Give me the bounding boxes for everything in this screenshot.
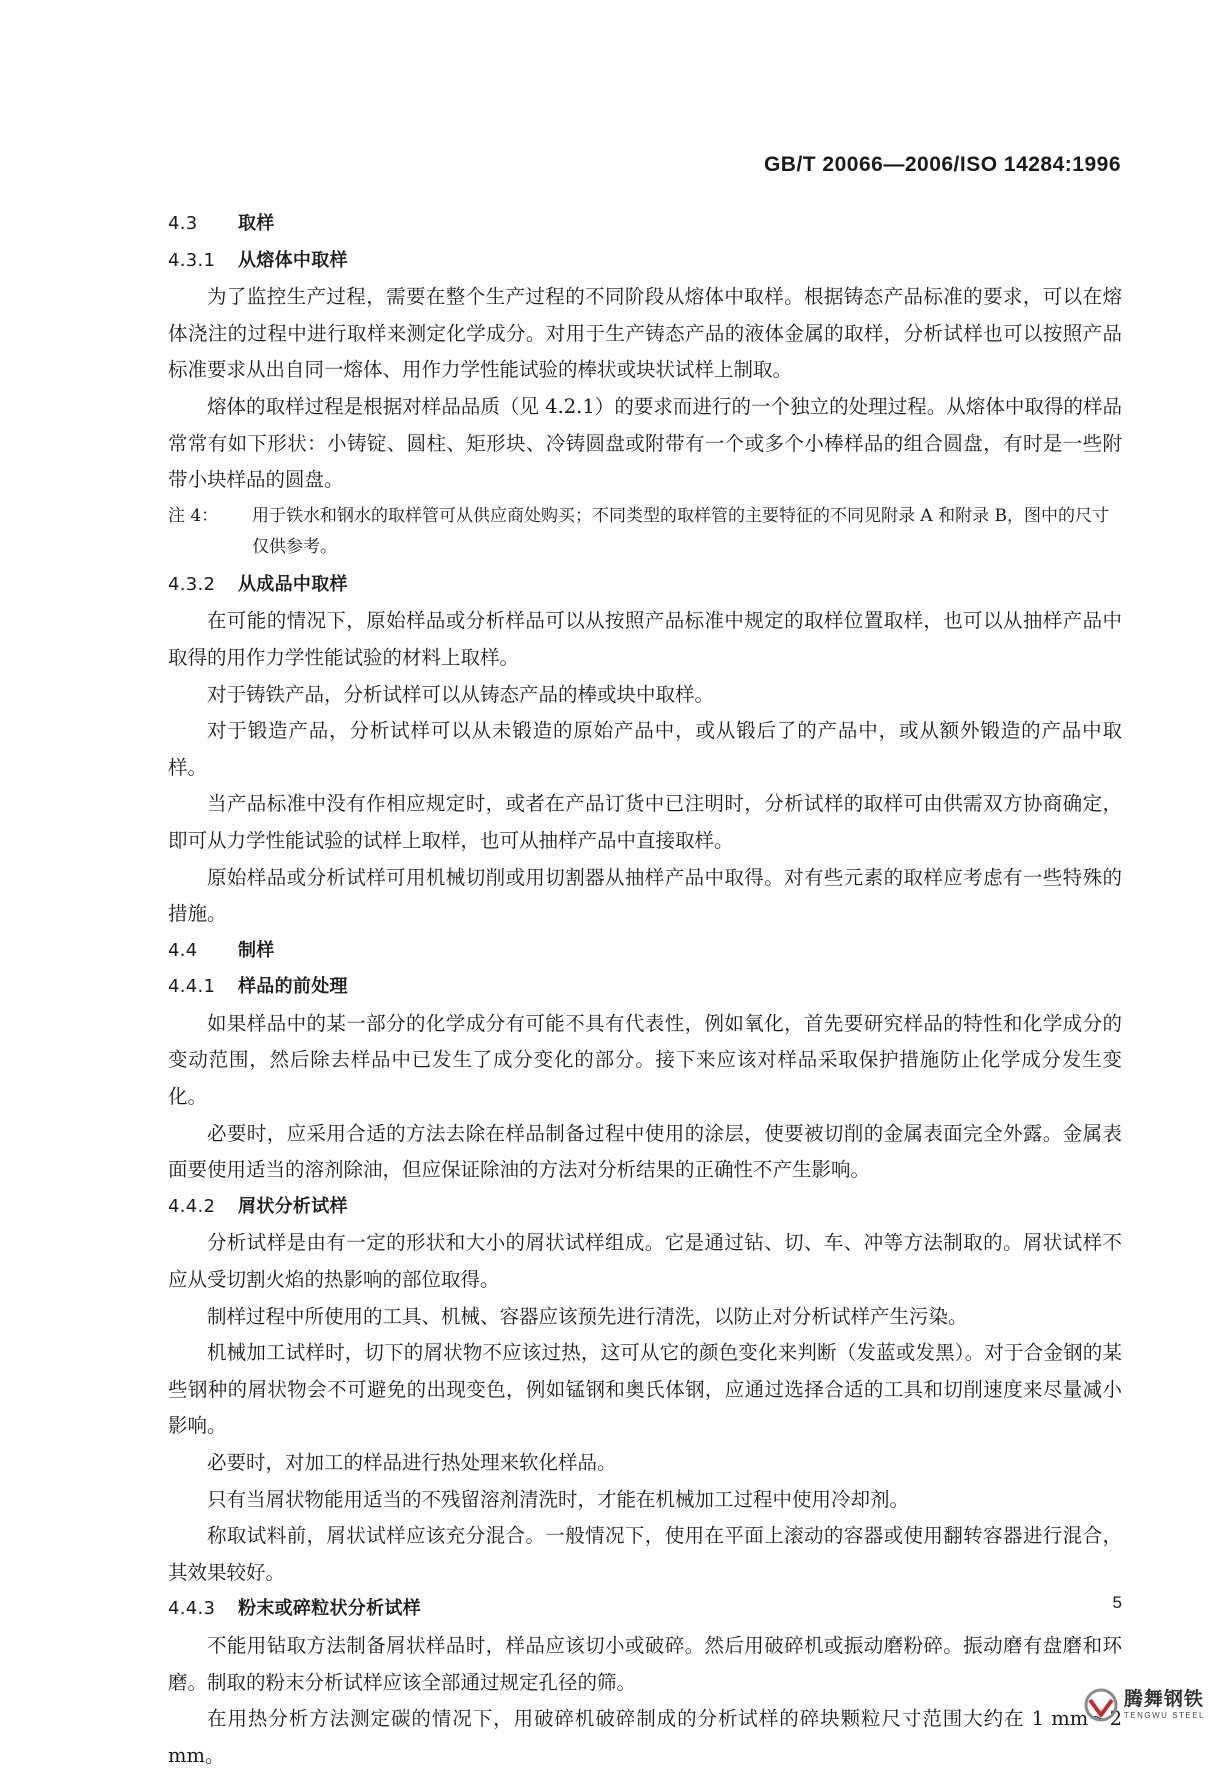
paragraph: 必要时，对加工的样品进行热处理来软化样品。 — [207, 1451, 617, 1474]
watermark — [1084, 1688, 1205, 1722]
section-title: 制样 — [238, 939, 275, 961]
section-heading — [168, 969, 1122, 1006]
note — [168, 501, 1122, 563]
section-title: 从成品中取样 — [238, 573, 348, 595]
section-heading — [168, 1189, 1122, 1226]
paragraph: 对于锻造产品，分析试样可以从未锻造的原始产品中，或从锻后了的产品中，或从额外锻造的产品中取样。 — [168, 719, 1122, 779]
section-number: 4.3.2 — [168, 573, 216, 595]
section-title: 屑状分析试样 — [238, 1195, 348, 1217]
tengwu-logo-icon — [1084, 1688, 1118, 1722]
section-number: 4.4.2 — [168, 1195, 216, 1217]
paragraph: 在可能的情况下，原始样品或分析样品可以从按照产品标准中规定的取样位置取样，也可以从抽样产品中取得的用作力学性能试验的材料上取样。 — [168, 609, 1122, 669]
section-heading — [168, 933, 1122, 970]
section-number: 4.4.3 — [168, 1598, 216, 1620]
section-title: 取样 — [238, 213, 275, 234]
section-heading — [168, 206, 1122, 243]
paragraph: 如果样品中的某一部分的化学成分有可能不具有代表性，例如氧化，首先要研究样品的特性和化学成分的变动范围，然后除去样品中已发生了成分变化的部分。接下来应该对样品采取保护措施防止化学成分发生变化。 — [168, 1011, 1122, 1109]
paragraph: 原始样品或分析试样可用机械切削或用切割器从抽样产品中取得。对有些元素的取样应考虑有一些特殊的措施。 — [168, 865, 1122, 926]
paragraph: 不能用钻取方法制备屑状样品时，样品应该切小或破碎。然后用破碎机或振动磨粉碎。振动磨有盘磨和环磨。制取的粉末分析试样应该全部通过规定孔径的筛。 — [168, 1633, 1122, 1694]
paragraph: 机械加工试样时，切下的屑状物不应该过热，这可从它的颜色变化来判断（发蓝或发黑）。对于合金钢的某些钢种的屑状物会不可避免的出现变色，例如锰钢和奥氏体钢，应通过选择合适的工具和切削速度来尽量减小影响。 — [168, 1341, 1122, 1438]
standard-code-header: GB/T 20066—2006/ISO 14284:1996 — [763, 153, 1121, 176]
paragraph: 必要时，应采用合适的方法去除在样品制备过程中使用的涂层，使要被切削的金属表面完全外露。金属表面要使用适当的溶剂除油，但应保证除油的方法对分析结果的正确性不产生影响。 — [168, 1121, 1122, 1182]
paragraph: 称取试料前，屑状试样应该充分混合。一般情况下，使用在平面上滚动的容器或使用翻转容器进行混合，其效果较好。 — [168, 1524, 1122, 1584]
note-label: 注 4： — [168, 505, 219, 526]
watermark-name-cn: 腾舞钢铁 — [1123, 1688, 1204, 1710]
note-text: 用于铁水和钢水的取样管可从供应商处购买；不同类型的取样管的主要特征的不同见附录 A 和附录 B，图中的尺寸仅供参考。 — [252, 505, 1109, 557]
section-title: 粉末或碎粒状分析试样 — [238, 1598, 421, 1620]
paragraph: 制样过程中所使用的工具、机械、容器应该预先进行清洗，以防止对分析试样产生污染。 — [207, 1304, 968, 1328]
paragraph: 为了监控生产过程，需要在整个生产过程的不同阶段从熔体中取样。根据铸态产品标准的要求，可以在熔体浇注的过程中进行取样来测定化学成分。对用于生产铸态产品的液体金属的取样，分析试样也可以按照产品标准要求从出自同一熔体、用作力学性能试验的棒状或块状试样上制取。 — [168, 285, 1122, 382]
paragraph: 熔体的取样过程是根据对样品品质（见 4.2.1）的要求而进行的一个独立的处理过程。从熔体中取得的样品常常有如下形状：小铸锭、圆柱、矩形块、冷铸圆盘或附带有一个或多个小棒样品的组合圆盘，有时是一些附带小块样品的圆盘。 — [168, 394, 1122, 492]
paragraph: 分析试样是由有一定的形状和大小的屑状试样组成。它是通过钻、切、车、冲等方法制取的。屑状试样不应从受切割火焰的热影响的部位取得。 — [168, 1231, 1122, 1292]
page-number: 5 — [1112, 1593, 1122, 1612]
paragraph: 只有当屑状物能用适当的不残留溶剂清洗时，才能在机械加工过程中使用冷却剂。 — [207, 1487, 910, 1511]
paragraph: 对于铸铁产品，分析试样可以从铸态产品的棒或块中取样。 — [207, 682, 715, 706]
section-number: 4.3.1 — [168, 249, 216, 271]
section-heading — [168, 1591, 1122, 1628]
document-body — [168, 206, 1122, 1774]
section-heading — [168, 243, 1122, 280]
section-number: 4.4.1 — [168, 976, 216, 998]
section-number: 4.4 — [168, 939, 198, 961]
section-title: 从熔体中取样 — [238, 249, 348, 271]
section-number: 4.3 — [168, 213, 198, 234]
section-heading — [168, 567, 1122, 604]
paragraph: 在用热分析方法测定碳的情况下，用破碎机破碎制成的分析试样的碎块颗粒尺寸范围大约在 1 mm～2 mm。 — [168, 1707, 1122, 1767]
section-title: 样品的前处理 — [238, 976, 348, 998]
watermark-name-en: TENGWU STEEL — [1123, 1711, 1205, 1720]
paragraph: 当产品标准中没有作相应规定时，或者在产品订货中已注明时，分析试样的取样可由供需双方协商确定，即可从力学性能试验的试样上取样，也可从抽样产品中直接取样。 — [168, 792, 1122, 852]
